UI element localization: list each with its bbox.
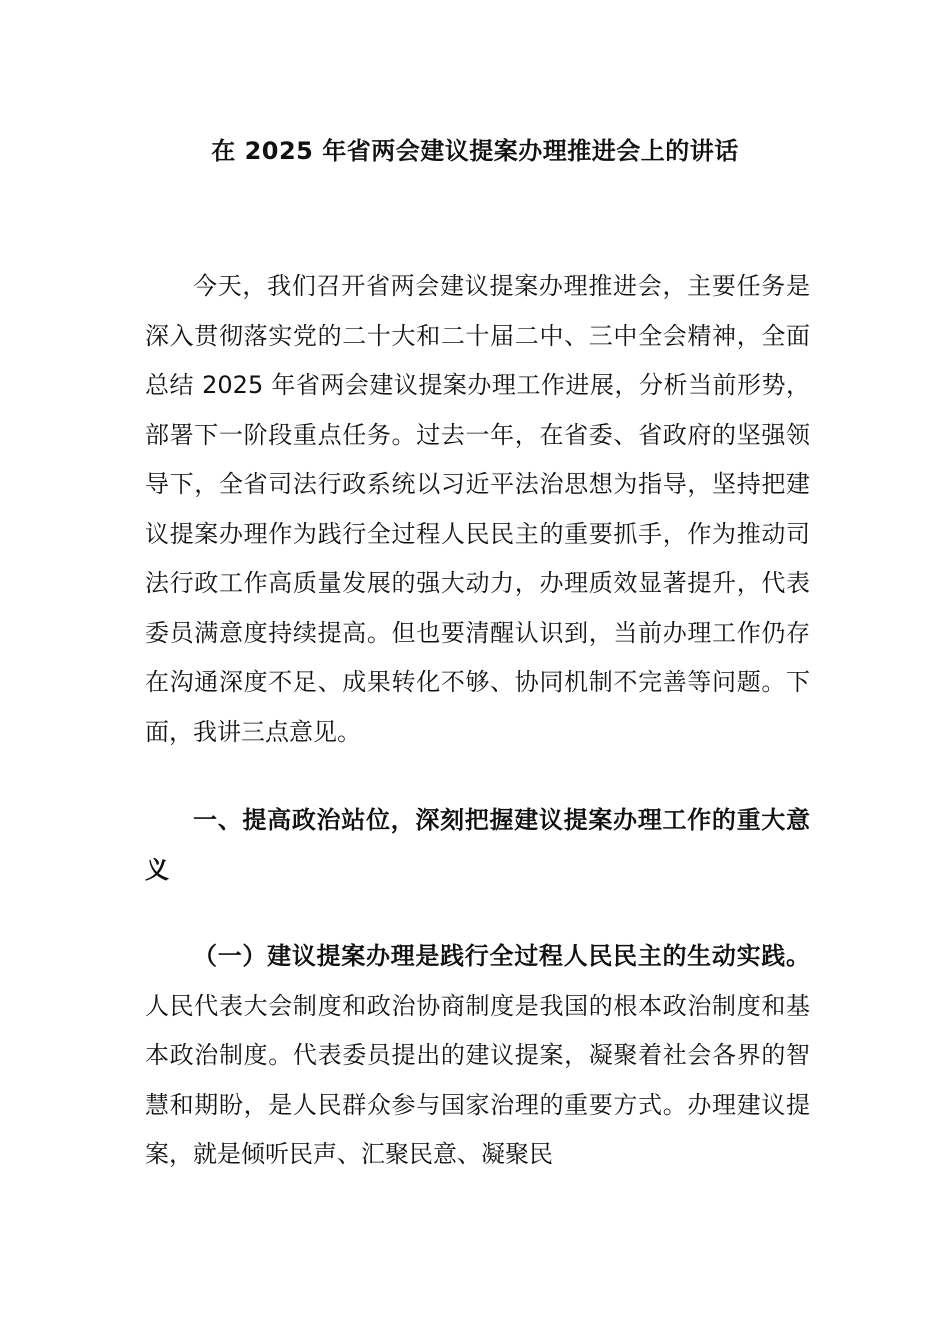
intro-paragraph: 今天，我们召开省两会建议提案办理推进会，主要任务是深入贯彻落实党的二十大和二十届二中、三中全会精神，全面总结 2025 年省两会建议提案办理工作进展，分析当前形势，部署下一阶段重点任务。过去一年，在省委、省政府的坚强领导下，全省司法行政系统以习近平法治思想为指导，坚持把建议提案办理作为践行全过程人民民主的重要抓手，作为推动司法行政工作高质量发展的强大动力，办理质效显著提升，代表委员满意度持续提高。但也要清醒认识到，当前办理工作仍存在沟通深度不足、成果转化不够、协同机制不完善等问题。下面，我讲三点意见。 — [145, 272, 810, 746]
document-title: 在 2025 年省两会建议提案办理推进会上的讲话 — [211, 137, 739, 165]
subsection-body-1: 人民代表大会制度和政治协商制度是我国的根本政治制度和基本政治制度。代表委员提出的建议提案，凝聚着社会各界的智慧和期盼，是人民群众参与国家治理的重要方式。办理建议提案，就是倾听民声、汇聚民意、凝聚民 — [145, 991, 810, 1168]
subsection-paragraph-1 — [145, 932, 810, 1180]
section-heading-1: 一、提高政治站位，深刻把握建议提案办理工作的重大意义 — [145, 806, 810, 884]
subsection-heading-1: （一）建议提案办理是践行全过程人民民主的生动实践。 — [193, 942, 810, 970]
